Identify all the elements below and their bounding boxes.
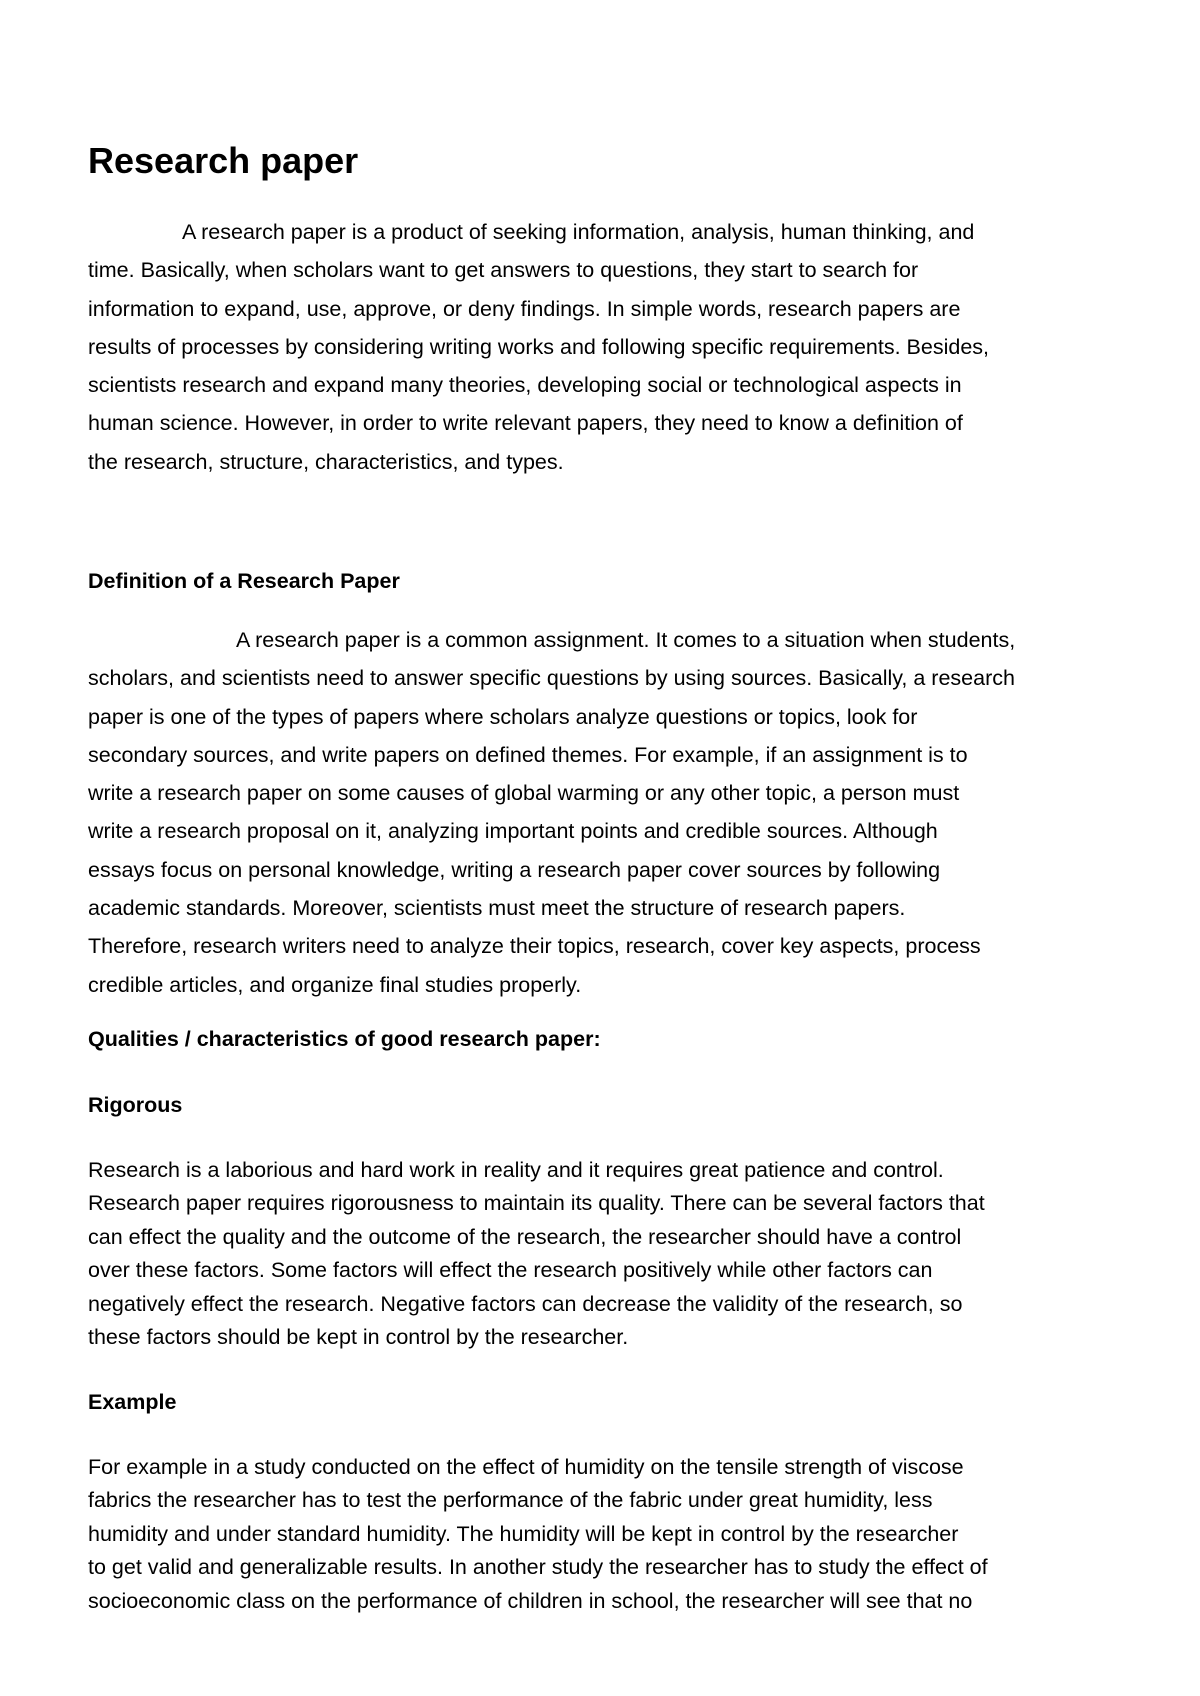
- rigorous-line: these factors should be kept in control by the researcher.: [88, 1325, 629, 1350]
- rigorous-line: negatively effect the research. Negative factors can decrease the validity of the research, so: [88, 1291, 963, 1316]
- intro-line: information to expand, use, approve, or deny findings. In simple words, research papers are: [88, 296, 961, 321]
- example-line: fabrics the researcher has to test the performance of the fabric under great humidity, less: [88, 1488, 933, 1513]
- rigorous-line: can effect the quality and the outcome of the research, the researcher should have a control: [88, 1224, 962, 1249]
- definition-line: Therefore, research writers need to analyze their topics, research, cover key aspects, process: [88, 934, 981, 959]
- intro-line: the research, structure, characteristics, and types.: [88, 449, 564, 474]
- definition-heading: Definition of a Research Paper: [88, 569, 400, 593]
- intro-line: human science. However, in order to write relevant papers, they need to know a definition of: [88, 411, 963, 436]
- document-title: Research paper: [88, 140, 359, 181]
- qualities-heading: Qualities / characteristics of good research paper:: [88, 1027, 601, 1051]
- rigorous-paragraph: [88, 1154, 1148, 1354]
- definition-line: paper is one of the types of papers where scholars analyze questions or topics, look for: [88, 704, 918, 729]
- definition-line: scholars, and scientists need to answer specific questions by using sources. Basically, a research: [88, 666, 1015, 691]
- definition-line: write a research paper on some causes of global warming or any other topic, a person must: [88, 781, 960, 806]
- example-line: socioeconomic class on the performance of children in school, the researcher will see that no: [88, 1588, 973, 1613]
- definition-paragraph: [88, 621, 1148, 1004]
- intro-line: A research paper is a product of seeking information, analysis, human thinking, and: [182, 220, 975, 244]
- example-line: For example in a study conducted on the effect of humidity on the tensile strength of viscose: [88, 1455, 964, 1479]
- intro-line: scientists research and expand many theories, developing social or technological aspects in: [88, 373, 962, 398]
- definition-line: essays focus on personal knowledge, writing a research paper cover sources by following: [88, 857, 941, 882]
- rigorous-line: over these factors. Some factors will effect the research positively while other factors can: [88, 1258, 933, 1283]
- rigorous-heading: Rigorous: [88, 1093, 183, 1117]
- example-line: to get valid and generalizable results. In another study the researcher has to study the effect of: [88, 1555, 988, 1580]
- intro-line: results of processes by considering writing works and following specific requirements. Besides,: [88, 334, 990, 359]
- definition-line: A research paper is a common assignment. It comes to a situation when students,: [236, 628, 1016, 652]
- example-heading: Example: [88, 1390, 177, 1414]
- definition-line: credible articles, and organize final studies properly.: [88, 972, 582, 997]
- definition-line: secondary sources, and write papers on defined themes. For example, if an assignment is to: [88, 742, 968, 767]
- definition-line: academic standards. Moreover, scientists must meet the structure of research papers.: [88, 896, 906, 921]
- rigorous-line: Research is a laborious and hard work in reality and it requires great patience and control.: [88, 1158, 944, 1182]
- definition-line: write a research proposal on it, analyzing important points and credible sources. Although: [88, 819, 938, 844]
- rigorous-line: Research paper requires rigorousness to maintain its quality. There can be several factors that: [88, 1191, 985, 1216]
- example-line: humidity and under standard humidity. The humidity will be kept in control by the researcher: [88, 1521, 959, 1546]
- example-paragraph: [88, 1451, 1148, 1618]
- intro-paragraph: [88, 213, 1148, 481]
- intro-line: time. Basically, when scholars want to get answers to questions, they start to search for: [88, 258, 919, 283]
